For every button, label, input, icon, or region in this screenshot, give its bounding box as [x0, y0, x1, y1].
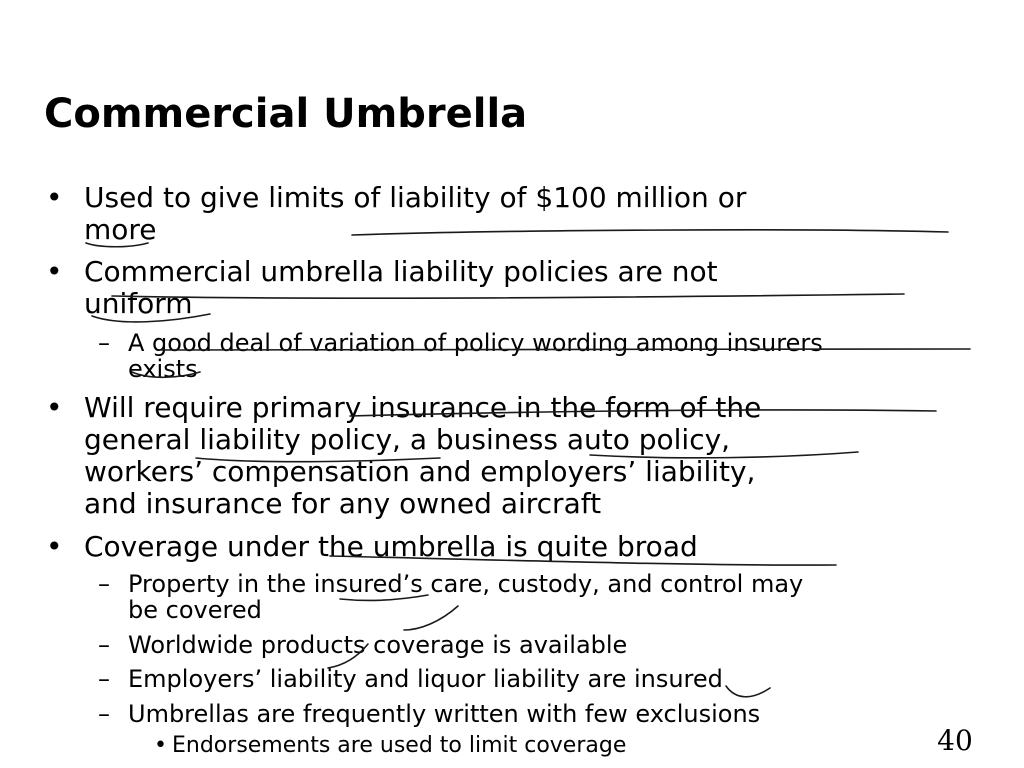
bullet-line: be covered — [128, 596, 262, 624]
bullet-dot-icon: • — [46, 255, 63, 288]
subbullet-worldwide-products — [98, 631, 988, 659]
page-number: 40 — [937, 724, 973, 757]
bullet-line: Endorsements are used to limit coverage — [172, 733, 627, 758]
bullet-dot-icon: • — [46, 530, 63, 563]
bullet-line: more — [84, 213, 157, 246]
subbullet-policy-wording-variation — [98, 329, 988, 383]
bullet-dot-icon: • — [46, 181, 63, 214]
dash-icon: – — [98, 631, 110, 659]
subbullet-few-exclusions — [98, 700, 988, 728]
bullet-line: and insurance for any owned aircraft — [84, 487, 602, 520]
bullet-line: A good deal of variation of policy wording among insurers — [128, 329, 823, 357]
dash-icon: – — [98, 700, 110, 728]
slide-title: Commercial Umbrella — [44, 91, 528, 137]
bullet-dot-icon: • — [154, 733, 167, 758]
bullet-limits-of-liability — [46, 181, 964, 246]
bullet-dot-icon: • — [46, 391, 63, 424]
bullet-line: uniform — [84, 287, 193, 320]
bullet-policies-not-uniform — [46, 255, 964, 320]
bullet-coverage-broad — [46, 530, 964, 563]
bullet-line: Used to give limits of liability of $100 million or — [84, 181, 747, 214]
bullet-line: workers’ compensation and employers’ liability, — [84, 455, 756, 488]
bullet-line: Umbrellas are frequently written with few exclusions — [128, 700, 761, 728]
subsubbullet-endorsements-limit — [154, 733, 872, 759]
dash-icon: – — [98, 665, 110, 693]
subbullet-property-care-custody — [98, 570, 988, 624]
bullet-line: Commercial umbrella liability policies are not — [84, 255, 718, 288]
subbullet-employers-liquor-liability — [98, 665, 988, 693]
bullet-line: exists — [128, 355, 198, 383]
bullet-line: Coverage under the umbrella is quite broad — [84, 530, 698, 563]
dash-icon: – — [98, 329, 110, 357]
dash-icon: – — [98, 570, 110, 598]
bullet-line: Will require primary insurance in the form of the — [84, 391, 762, 424]
bullet-line: general liability policy, a business auto policy, — [84, 423, 731, 456]
bullet-line: Property in the insured’s care, custody, and control may — [128, 570, 804, 598]
bullet-line: Worldwide products coverage is available — [128, 631, 628, 659]
bullet-primary-insurance-required — [46, 391, 964, 520]
bullet-line: Employers’ liability and liquor liability are insured — [128, 665, 723, 693]
